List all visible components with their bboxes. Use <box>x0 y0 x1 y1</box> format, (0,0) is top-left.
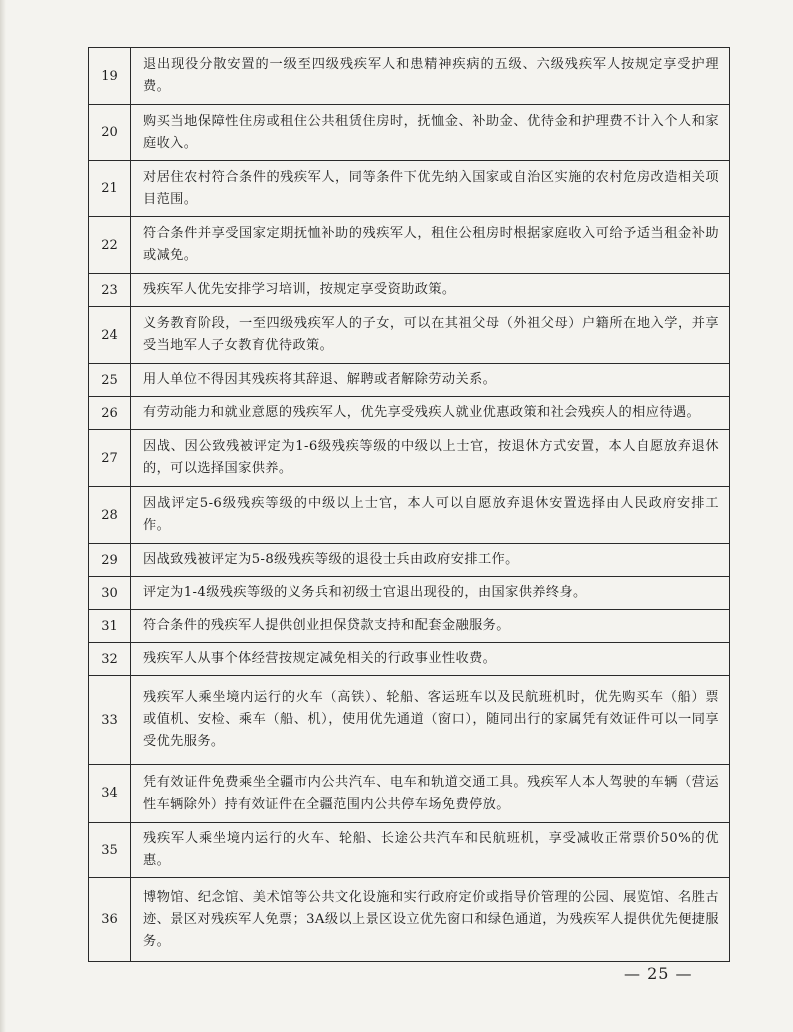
row-number: 20 <box>89 105 131 161</box>
policy-table <box>88 47 730 962</box>
row-text: 凭有效证件免费乘坐全疆市内公共汽车、电车和轨道交通工具。残疾军人本人驾驶的车辆（营运性车辆除外）持有效证件在全疆范围内公共停车场免费停放。 <box>131 765 730 823</box>
row-text: 评定为1-4级残疾等级的义务兵和初级士官退出现役的，由国家供养终身。 <box>131 577 730 610</box>
row-text: 用人单位不得因其残疾将其辞退、解聘或者解除劳动关系。 <box>131 364 730 397</box>
table-row <box>89 676 730 765</box>
row-text: 对居住农村符合条件的残疾军人，同等条件下优先纳入国家或自治区实施的农村危房改造相关项目范围。 <box>131 161 730 217</box>
row-number: 34 <box>89 765 131 823</box>
row-number: 35 <box>89 823 131 878</box>
table-row <box>89 610 730 643</box>
page-left-edge <box>0 0 6 1032</box>
row-text: 退出现役分散安置的一级至四级残疾军人和患精神疾病的五级、六级残疾军人按规定享受护理费。 <box>131 48 730 105</box>
row-text: 残疾军人乘坐境内运行的火车、轮船、长途公共汽车和民航班机，享受减收正常票价50%的优惠。 <box>131 823 730 878</box>
row-text: 残疾军人乘坐境内运行的火车（高铁）、轮船、客运班车以及民航班机时，优先购买车（船）票或值机、安检、乘车（船、机），使用优先通道（窗口），随同出行的家属凭有效证件可以一同享受优先服务。 <box>131 676 730 765</box>
table-row <box>89 397 730 430</box>
table-row <box>89 643 730 676</box>
table-row <box>89 765 730 823</box>
row-number: 25 <box>89 364 131 397</box>
row-number: 27 <box>89 430 131 487</box>
row-number: 21 <box>89 161 131 217</box>
row-number: 23 <box>89 274 131 307</box>
row-number: 22 <box>89 217 131 274</box>
row-number: 26 <box>89 397 131 430</box>
row-text: 残疾军人优先安排学习培训，按规定享受资助政策。 <box>131 274 730 307</box>
row-text: 义务教育阶段，一至四级残疾军人的子女，可以在其祖父母（外祖父母）户籍所在地入学，并享受当地军人子女教育优待政策。 <box>131 307 730 364</box>
table-row <box>89 161 730 217</box>
table-row <box>89 364 730 397</box>
table-row <box>89 823 730 878</box>
row-number: 32 <box>89 643 131 676</box>
table-row <box>89 430 730 487</box>
row-text: 购买当地保障性住房或租住公共租赁住房时，抚恤金、补助金、优待金和护理费不计入个人和家庭收入。 <box>131 105 730 161</box>
page-number: — 25 — <box>624 964 693 983</box>
row-text: 因战评定5-6级残疾等级的中级以上士官，本人可以自愿放弃退休安置选择由人民政府安排工作。 <box>131 487 730 544</box>
row-number: 28 <box>89 487 131 544</box>
row-text: 有劳动能力和就业意愿的残疾军人，优先享受残疾人就业优惠政策和社会残疾人的相应待遇。 <box>131 397 730 430</box>
row-number: 36 <box>89 878 131 962</box>
row-text: 符合条件并享受国家定期抚恤补助的残疾军人，租住公租房时根据家庭收入可给予适当租金补助或减免。 <box>131 217 730 274</box>
row-number: 29 <box>89 544 131 577</box>
row-number: 19 <box>89 48 131 105</box>
table-row <box>89 105 730 161</box>
table-row <box>89 577 730 610</box>
table-row <box>89 48 730 105</box>
row-text: 符合条件的残疾军人提供创业担保贷款支持和配套金融服务。 <box>131 610 730 643</box>
row-number: 31 <box>89 610 131 643</box>
table-row <box>89 878 730 962</box>
row-number: 33 <box>89 676 131 765</box>
row-text: 因战、因公致残被评定为1-6级残疾等级的中级以上士官，按退休方式安置，本人自愿放弃退休的，可以选择国家供养。 <box>131 430 730 487</box>
row-number: 24 <box>89 307 131 364</box>
policy-table-body <box>89 48 730 962</box>
table-row <box>89 544 730 577</box>
row-text: 博物馆、纪念馆、美术馆等公共文化设施和实行政府定价或指导价管理的公园、展览馆、名胜古迹、景区对残疾军人免票；3A级以上景区设立优先窗口和绿色通道，为残疾军人提供优先便捷服务。 <box>131 878 730 962</box>
row-text: 残疾军人从事个体经营按规定减免相关的行政事业性收费。 <box>131 643 730 676</box>
table-row <box>89 487 730 544</box>
table-row <box>89 217 730 274</box>
row-number: 30 <box>89 577 131 610</box>
table-row <box>89 307 730 364</box>
row-text: 因战致残被评定为5-8级残疾等级的退役士兵由政府安排工作。 <box>131 544 730 577</box>
table-row <box>89 274 730 307</box>
